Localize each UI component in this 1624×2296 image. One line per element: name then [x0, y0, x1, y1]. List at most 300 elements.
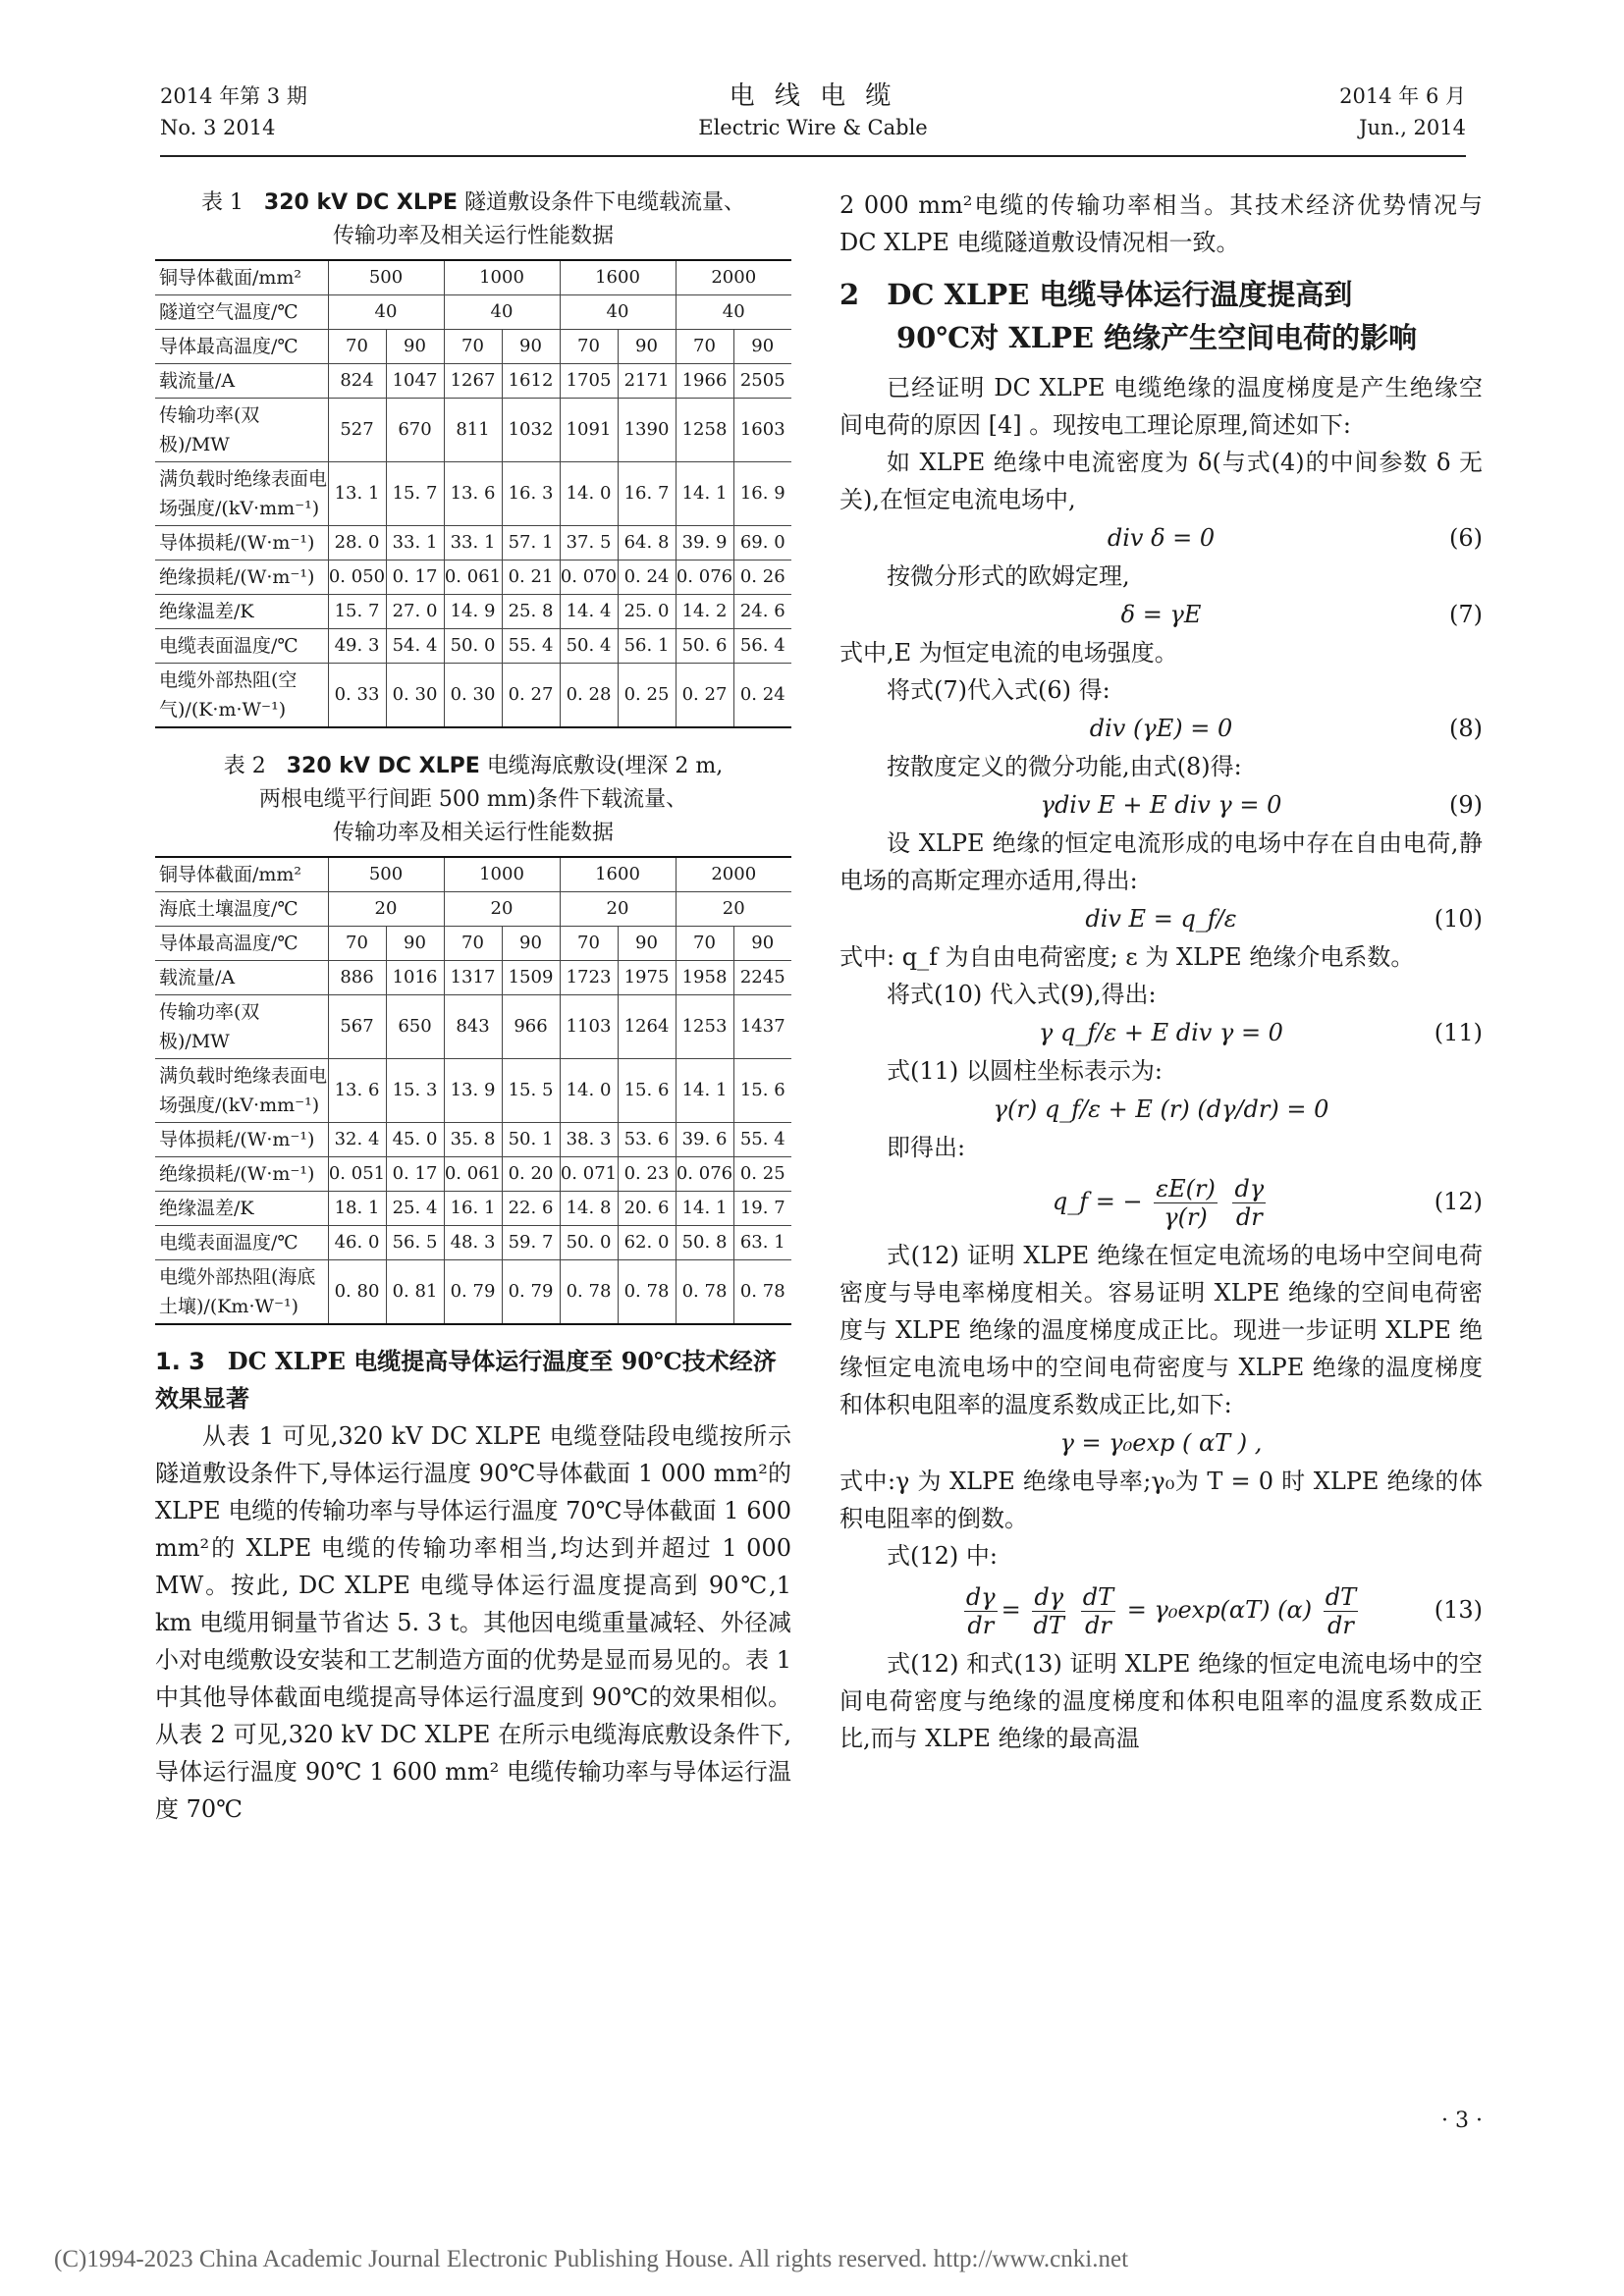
table-cell: 15. 6 — [618, 1059, 676, 1123]
eq13-frac-a-den: dr — [967, 1612, 995, 1639]
equation-exp — [839, 1423, 1483, 1463]
table-cell: 14. 1 — [676, 1192, 733, 1226]
column-header: 2000 — [676, 260, 791, 295]
para-14: 式(12) 中: — [887, 1542, 998, 1570]
row-label: 铜导体截面/mm² — [155, 857, 328, 892]
table-cell: 69. 0 — [733, 526, 791, 561]
table-cell: 14. 0 — [560, 462, 618, 526]
table-cell: 527 — [328, 399, 386, 462]
table-cell: 1047 — [386, 364, 444, 399]
table-cell: 1437 — [733, 995, 791, 1059]
table1-body — [155, 260, 791, 727]
table-cell: 54. 4 — [386, 629, 444, 664]
table-cell: 40 — [444, 295, 560, 330]
table-cell: 16. 1 — [444, 1192, 502, 1226]
row-label: 满负载时绝缘表面电场强度/(kV·mm⁻¹) — [155, 1059, 328, 1123]
table-cell: 50. 8 — [676, 1226, 733, 1260]
row-label: 载流量/A — [155, 961, 328, 995]
header-issue-cn: 2014 年第 3 期 — [160, 84, 307, 108]
equation-9 — [839, 785, 1483, 825]
equation-10 — [839, 899, 1483, 938]
table-cell: 843 — [444, 995, 502, 1059]
row-label: 电缆表面温度/℃ — [155, 1226, 328, 1260]
table-cell: 1723 — [560, 961, 618, 995]
eq7-number: (7) — [1449, 601, 1483, 628]
para-7: 设 XLPE 绝缘的恒定电流形成的电场中存在自由电荷,静电场的高斯定理亦适用,得出: — [839, 829, 1483, 894]
section-1-3-paragraph: 从表 1 可见,320 kV DC XLPE 电缆登陆段电缆按所示隧道敷设条件下,导体运行温度 90℃导体截面 1 000 mm²的 XLPE 电缆的传输功率与导体运行温度 70℃导体截面 1 600 mm²的 XLPE 电缆的传输功率相当,均达到并超过 1 000 MW。按此, DC XLPE 电缆导体运行温度提高到 90℃,1 km 电缆用铜量节省达 5. 3 t。其他因电缆重量减轻、外径减小对电缆敷设安装和工艺制造方面的优势是显而易见的。表 1 中其他导体截面电缆提高导体运行温度到 90℃的效果相似。从表 2 可见,320 kV DC XLPE 在所示电缆海底敷设条件下,导体运行温度 90℃ 1 600 mm² 电缆传输功率与导体运行温度 70℃ — [155, 1422, 791, 1823]
table-cell: 2505 — [733, 364, 791, 399]
para-3: 按微分形式的欧姆定理, — [887, 562, 1130, 590]
table-cell: 1103 — [560, 995, 618, 1059]
para-10: 式(11) 以圆柱坐标表示为: — [887, 1057, 1163, 1085]
eq6-number: (6) — [1449, 524, 1483, 552]
table-cell: 90 — [618, 330, 676, 364]
section-2-number: 2 — [839, 278, 860, 311]
table-row — [155, 1059, 791, 1123]
eq13-frac-c-num: dT — [1082, 1583, 1114, 1611]
section-1-3-title: DC XLPE 电缆提高导体运行温度至 90℃技术经济效果显著 — [155, 1347, 777, 1413]
table-cell: 27. 0 — [386, 595, 444, 629]
table-cell: 886 — [328, 961, 386, 995]
table-cell: 55. 4 — [502, 629, 560, 664]
para-6: 按散度定义的微分功能,由式(8)得: — [887, 753, 1242, 780]
table-row — [155, 399, 791, 462]
table-cell: 1032 — [502, 399, 560, 462]
table-cell: 15. 7 — [328, 595, 386, 629]
table-row — [155, 1123, 791, 1157]
table-cell: 15. 7 — [386, 462, 444, 526]
eq13-frac-c-den: dr — [1085, 1612, 1111, 1639]
row-label: 海底土壤温度/℃ — [155, 892, 328, 927]
table-cell: 16. 7 — [618, 462, 676, 526]
row-label: 导体损耗/(W·m⁻¹) — [155, 526, 328, 561]
table-row — [155, 595, 791, 629]
eq12-frac-1-den: γ(r) — [1164, 1203, 1208, 1231]
table-cell: 0. 25 — [618, 664, 676, 728]
eq12-frac-2 — [1232, 1175, 1266, 1231]
table-row — [155, 295, 791, 330]
table-cell: 22. 6 — [502, 1192, 560, 1226]
table-cell: 0. 061 — [444, 1157, 502, 1192]
table-cell: 53. 6 — [618, 1123, 676, 1157]
table-cell: 33. 1 — [444, 526, 502, 561]
eq12-frac-1-num: εE(r) — [1156, 1175, 1216, 1202]
table-cell: 0. 33 — [328, 664, 386, 728]
table-cell: 49. 3 — [328, 629, 386, 664]
eq12-number: (12) — [1434, 1188, 1483, 1215]
para-1: 已经证明 DC XLPE 电缆绝缘的温度梯度是产生绝缘空间电荷的原因 [4] 。现按电工理论原理,简述如下: — [839, 374, 1483, 439]
table-cell: 13. 1 — [328, 462, 386, 526]
table-cell: 0. 80 — [328, 1260, 386, 1325]
table-cell: 0. 070 — [560, 561, 618, 595]
table-header-row — [155, 857, 791, 892]
table-cell: 1390 — [618, 399, 676, 462]
column-header: 1000 — [444, 857, 560, 892]
row-label: 绝缘损耗/(W·m⁻¹) — [155, 1157, 328, 1192]
eq13-frac-a — [964, 1583, 998, 1639]
table-cell: 14. 1 — [676, 462, 733, 526]
table-row — [155, 664, 791, 728]
table-row — [155, 330, 791, 364]
eq11b-expr: γ(r) q_f/ε + E (r) (dγ/dr) = 0 — [993, 1095, 1329, 1123]
eq11-number: (11) — [1434, 1019, 1483, 1046]
table-cell: 40 — [560, 295, 676, 330]
para-4: 式中,E 为恒定电流的电场强度。 — [839, 639, 1178, 667]
table-cell: 19. 7 — [733, 1192, 791, 1226]
table-cell: 39. 6 — [676, 1123, 733, 1157]
table2-caption-rest: 电缆海底敷设(埋深 2 m, — [486, 754, 724, 778]
table-row — [155, 1192, 791, 1226]
table-row — [155, 892, 791, 927]
table-cell: 38. 3 — [560, 1123, 618, 1157]
running-header — [160, 80, 1466, 157]
equation-13 — [839, 1575, 1483, 1645]
table-cell: 63. 1 — [733, 1226, 791, 1260]
table2 — [155, 856, 791, 1325]
table-cell: 811 — [444, 399, 502, 462]
table-cell: 15. 6 — [733, 1059, 791, 1123]
left-column — [155, 187, 791, 1828]
table-cell: 50. 6 — [676, 629, 733, 664]
page-number: · 3 · — [1441, 2109, 1483, 2133]
table-cell: 1958 — [676, 961, 733, 995]
table-row — [155, 927, 791, 961]
row-label: 传输功率(双极)/MW — [155, 995, 328, 1059]
table-cell: 46. 0 — [328, 1226, 386, 1260]
table-row — [155, 629, 791, 664]
table1-caption-bold: 320 kV DC XLPE — [263, 190, 459, 215]
table-cell: 1509 — [502, 961, 560, 995]
table-cell: 1253 — [676, 995, 733, 1059]
table-cell: 2245 — [733, 961, 791, 995]
table-cell: 45. 0 — [386, 1123, 444, 1157]
table-cell: 32. 4 — [328, 1123, 386, 1157]
table-cell: 40 — [328, 295, 444, 330]
table-cell: 14. 4 — [560, 595, 618, 629]
para-2: 如 XLPE 绝缘中电流密度为 δ(与式(4)的中间参数 δ 无关),在恒定电流电场中, — [839, 449, 1483, 513]
table-cell: 15. 3 — [386, 1059, 444, 1123]
table-cell: 56. 1 — [618, 629, 676, 664]
table-cell: 0. 30 — [444, 664, 502, 728]
table-cell: 0. 20 — [502, 1157, 560, 1192]
table-cell: 0. 79 — [444, 1260, 502, 1325]
table-cell: 0. 26 — [733, 561, 791, 595]
row-label: 导体最高温度/℃ — [155, 330, 328, 364]
table-cell: 1603 — [733, 399, 791, 462]
table-cell: 1966 — [676, 364, 733, 399]
table-cell: 14. 8 — [560, 1192, 618, 1226]
table-cell: 0. 23 — [618, 1157, 676, 1192]
row-label: 满负载时绝缘表面电场强度/(kV·mm⁻¹) — [155, 462, 328, 526]
table-cell: 0. 78 — [733, 1260, 791, 1325]
table-row — [155, 462, 791, 526]
table-cell: 0. 061 — [444, 561, 502, 595]
column-header: 1600 — [560, 260, 676, 295]
table-cell: 25. 0 — [618, 595, 676, 629]
table2-caption-prefix: 表 2 — [223, 754, 266, 778]
row-label: 绝缘温差/K — [155, 1192, 328, 1226]
table-cell: 56. 5 — [386, 1226, 444, 1260]
row-label: 电缆外部热阻(空气)/(K·m·W⁻¹) — [155, 664, 328, 728]
journal-name-en: Electric Wire & Cable — [698, 116, 928, 139]
table-cell: 966 — [502, 995, 560, 1059]
table-cell: 20 — [328, 892, 444, 927]
table-cell: 90 — [733, 927, 791, 961]
table-cell: 0. 28 — [560, 664, 618, 728]
eq12-frac-1 — [1154, 1175, 1218, 1231]
table-cell: 13. 6 — [328, 1059, 386, 1123]
table-cell: 70 — [328, 927, 386, 961]
table-cell: 70 — [676, 330, 733, 364]
row-label: 电缆表面温度/℃ — [155, 629, 328, 664]
table-cell: 57. 1 — [502, 526, 560, 561]
table-cell: 39. 9 — [676, 526, 733, 561]
table-cell: 1317 — [444, 961, 502, 995]
row-label: 导体损耗/(W·m⁻¹) — [155, 1123, 328, 1157]
eq13-middle: = γ₀exp(αT) (α) — [1126, 1596, 1313, 1624]
para-11: 即得出: — [887, 1134, 966, 1161]
equation-11 — [839, 1013, 1483, 1052]
table-cell: 90 — [386, 330, 444, 364]
eq-exp-expr: γ = γ₀exp ( αT ) , — [1059, 1429, 1263, 1457]
row-label: 电缆外部热阻(海底土壤)/(Km·W⁻¹) — [155, 1260, 328, 1325]
table-cell: 70 — [676, 927, 733, 961]
table-row — [155, 526, 791, 561]
eq9-expr: γdiv E + E div γ = 0 — [1040, 791, 1282, 819]
section-1-3-number: 1. 3 — [155, 1348, 205, 1375]
para-9: 将式(10) 代入式(9),得出: — [887, 981, 1157, 1008]
table-cell: 14. 2 — [676, 595, 733, 629]
table-cell: 20 — [676, 892, 791, 927]
table-cell: 50. 1 — [502, 1123, 560, 1157]
table-cell: 1264 — [618, 995, 676, 1059]
table-cell: 37. 5 — [560, 526, 618, 561]
table2-caption-line2: 两根电缆平行间距 500 mm)条件下载流量、 — [258, 787, 688, 812]
eq6-expr: div δ = 0 — [1107, 524, 1216, 552]
table-cell: 824 — [328, 364, 386, 399]
table-cell: 0. 78 — [618, 1260, 676, 1325]
header-issue-en: No. 3 2014 — [160, 116, 276, 139]
eq12-expr — [839, 1166, 1483, 1237]
table-cell: 35. 8 — [444, 1123, 502, 1157]
table-cell: 25. 4 — [386, 1192, 444, 1226]
table-cell: 56. 4 — [733, 629, 791, 664]
table-cell: 650 — [386, 995, 444, 1059]
table-row — [155, 1260, 791, 1325]
table-cell: 1705 — [560, 364, 618, 399]
table1-caption-rest: 隧道敷设条件下电缆载流量、 — [464, 190, 746, 215]
table-cell: 0. 076 — [676, 561, 733, 595]
equation-7 — [839, 595, 1483, 634]
column-header: 1000 — [444, 260, 560, 295]
table-cell: 70 — [444, 927, 502, 961]
equation-8 — [839, 709, 1483, 748]
table-cell: 1612 — [502, 364, 560, 399]
table-cell: 0. 30 — [386, 664, 444, 728]
eq8-expr: div (γE) = 0 — [1089, 715, 1233, 742]
eq10-expr: div E = q_f/ε — [1085, 905, 1237, 933]
table-cell: 18. 1 — [328, 1192, 386, 1226]
section-1-3-heading — [155, 1343, 791, 1417]
table-cell: 55. 4 — [733, 1123, 791, 1157]
table-cell: 0. 25 — [733, 1157, 791, 1192]
table-cell: 70 — [328, 330, 386, 364]
eq7-expr: δ = γE — [1120, 601, 1202, 628]
header-date — [1339, 80, 1466, 143]
table-cell: 50. 0 — [560, 1226, 618, 1260]
table-cell: 1091 — [560, 399, 618, 462]
eq13-frac-d-den: dr — [1326, 1612, 1354, 1639]
eq10-number: (10) — [1434, 905, 1483, 933]
table-row — [155, 1226, 791, 1260]
table-cell: 14. 9 — [444, 595, 502, 629]
table-cell: 0. 050 — [328, 561, 386, 595]
para-8: 式中: q_f 为自由电荷密度; ε 为 XLPE 绝缘介电系数。 — [839, 943, 1415, 971]
right-continuation: 2 000 mm²电缆的传输功率相当。其技术经济优势情况与 DC XLPE 电缆隧道敷设情况相一致。 — [839, 191, 1483, 256]
table-cell: 0. 79 — [502, 1260, 560, 1325]
table-cell: 25. 8 — [502, 595, 560, 629]
table-cell: 1267 — [444, 364, 502, 399]
table-cell: 13. 9 — [444, 1059, 502, 1123]
eq13-frac-a-num: dγ — [965, 1583, 996, 1611]
table-cell: 90 — [386, 927, 444, 961]
table-cell: 90 — [502, 927, 560, 961]
table-cell: 40 — [676, 295, 791, 330]
table-cell: 0. 071 — [560, 1157, 618, 1192]
copyright-footer: (C)1994-2023 China Academic Journal Electronic Publishing House. All rights reserved. http://www.cnki.net — [54, 2246, 1129, 2272]
eq9-number: (9) — [1449, 791, 1483, 819]
table-cell: 0. 076 — [676, 1157, 733, 1192]
equation-11-cylindrical — [839, 1090, 1483, 1129]
row-label: 铜导体截面/mm² — [155, 260, 328, 295]
table-cell: 90 — [618, 927, 676, 961]
table-cell: 1975 — [618, 961, 676, 995]
table-cell: 50. 4 — [560, 629, 618, 664]
eq11-expr: γ q_f/ε + E div γ = 0 — [1039, 1019, 1283, 1046]
para-12: 式(12) 证明 XLPE 绝缘在恒定电流场的电场中空间电荷密度与导电率梯度相关。容易证明 XLPE 绝缘的空间电荷密度与 XLPE 绝缘的温度梯度成正比。现进一步证明 XLPE 绝缘恒定电流电场中的空间电荷密度与 XLPE 绝缘的温度梯度和体积电阻率的温度系数成正比,如下: — [839, 1242, 1483, 1418]
equation-6 — [839, 518, 1483, 558]
para-15: 式(12) 和式(13) 证明 XLPE 绝缘的恒定电流电场中的空间电荷密度与绝缘的温度梯度和体积电阻率的温度系数成正比,而与 XLPE 绝缘的最高温 — [839, 1650, 1483, 1752]
table-cell: 0. 78 — [676, 1260, 733, 1325]
table-cell: 70 — [444, 330, 502, 364]
table-cell: 62. 0 — [618, 1226, 676, 1260]
table-cell: 59. 7 — [502, 1226, 560, 1260]
header-journal — [160, 80, 1466, 143]
eq12-frac-2-num: dγ — [1234, 1175, 1265, 1202]
table-cell: 28. 0 — [328, 526, 386, 561]
column-header: 2000 — [676, 857, 791, 892]
column-header: 1600 — [560, 857, 676, 892]
table2-caption-bold: 320 kV DC XLPE — [286, 754, 480, 778]
table-cell: 15. 5 — [502, 1059, 560, 1123]
table1 — [155, 259, 791, 728]
eq13-frac-b-den: dT — [1033, 1612, 1064, 1639]
table-cell: 70 — [560, 927, 618, 961]
table-cell: 64. 8 — [618, 526, 676, 561]
eq12-lhs: q_f = − — [1052, 1188, 1143, 1215]
table-cell: 20 — [560, 892, 676, 927]
table-cell: 567 — [328, 995, 386, 1059]
table-cell: 14. 0 — [560, 1059, 618, 1123]
table-cell: 70 — [560, 330, 618, 364]
table-cell: 20 — [444, 892, 560, 927]
equation-12 — [839, 1166, 1483, 1237]
journal-name-cn: 电 线 电 缆 — [729, 81, 897, 111]
table-row — [155, 995, 791, 1059]
row-label: 导体最高温度/℃ — [155, 927, 328, 961]
row-label: 绝缘损耗/(W·m⁻¹) — [155, 561, 328, 595]
table-cell: 1016 — [386, 961, 444, 995]
table-cell: 1258 — [676, 399, 733, 462]
table-row — [155, 561, 791, 595]
eq13-frac-b — [1032, 1583, 1065, 1639]
header-date-en: Jun., 2014 — [1359, 116, 1466, 139]
section-2-heading — [839, 273, 1483, 359]
table-cell: 670 — [386, 399, 444, 462]
eq8-number: (8) — [1449, 715, 1483, 742]
eq13-frac-b-num: dγ — [1034, 1583, 1064, 1611]
table-cell: 90 — [733, 330, 791, 364]
section-2-title-l1: DC XLPE 电缆导体运行温度提高到 — [887, 278, 1353, 311]
table-header-row — [155, 260, 791, 295]
table-cell: 20. 6 — [618, 1192, 676, 1226]
table-cell: 0. 78 — [560, 1260, 618, 1325]
table-cell: 0. 24 — [733, 664, 791, 728]
row-label: 隧道空气温度/℃ — [155, 295, 328, 330]
table-cell: 16. 9 — [733, 462, 791, 526]
table1-caption — [155, 187, 791, 253]
table2-body — [155, 857, 791, 1324]
table-cell: 0. 27 — [502, 664, 560, 728]
table-cell: 14. 1 — [676, 1059, 733, 1123]
table-cell: 90 — [502, 330, 560, 364]
row-label: 载流量/A — [155, 364, 328, 399]
table-cell: 0. 051 — [328, 1157, 386, 1192]
column-header: 500 — [328, 260, 444, 295]
table-cell: 0. 27 — [676, 664, 733, 728]
table-cell: 13. 6 — [444, 462, 502, 526]
table-cell: 48. 3 — [444, 1226, 502, 1260]
section-2-title-l2: 90℃对 XLPE 绝缘产生空间电荷的影响 — [896, 321, 1418, 354]
row-label: 绝缘温差/K — [155, 595, 328, 629]
para-5: 将式(7)代入式(6) 得: — [887, 676, 1110, 704]
eq12-frac-2-den: dr — [1235, 1203, 1263, 1231]
eq13-frac-c — [1081, 1583, 1115, 1639]
table2-caption — [155, 750, 791, 850]
table-cell: 0. 17 — [386, 1157, 444, 1192]
right-column — [839, 187, 1483, 1757]
table-cell: 16. 3 — [502, 462, 560, 526]
eq13-expr: $\frac{d\gamma}{dr}$ = $\frac{d\gamma}{dT}$ $\frac{dT}{dr}$ = γ₀exp(αT) (α) $\frac{dT}{dr}$ — [965, 1583, 1357, 1639]
table1-caption-line2: 传输功率及相关运行性能数据 — [332, 224, 614, 248]
table-cell: 33. 1 — [386, 526, 444, 561]
table2-caption-line3: 传输功率及相关运行性能数据 — [332, 821, 614, 845]
table-cell: 0. 17 — [386, 561, 444, 595]
table-cell: 50. 0 — [444, 629, 502, 664]
table-cell: 2171 — [618, 364, 676, 399]
table-cell: 24. 6 — [733, 595, 791, 629]
table-cell: 0. 24 — [618, 561, 676, 595]
table-cell: 0. 21 — [502, 561, 560, 595]
eq13-frac-d — [1324, 1583, 1358, 1639]
row-label: 传输功率(双极)/MW — [155, 399, 328, 462]
table-row — [155, 961, 791, 995]
table-row — [155, 364, 791, 399]
header-date-cn: 2014 年 6 月 — [1339, 84, 1466, 108]
eq13-frac-d-num: dT — [1325, 1583, 1357, 1611]
table1-caption-prefix: 表 1 — [200, 190, 244, 215]
eq13-number: (13) — [1434, 1596, 1483, 1624]
